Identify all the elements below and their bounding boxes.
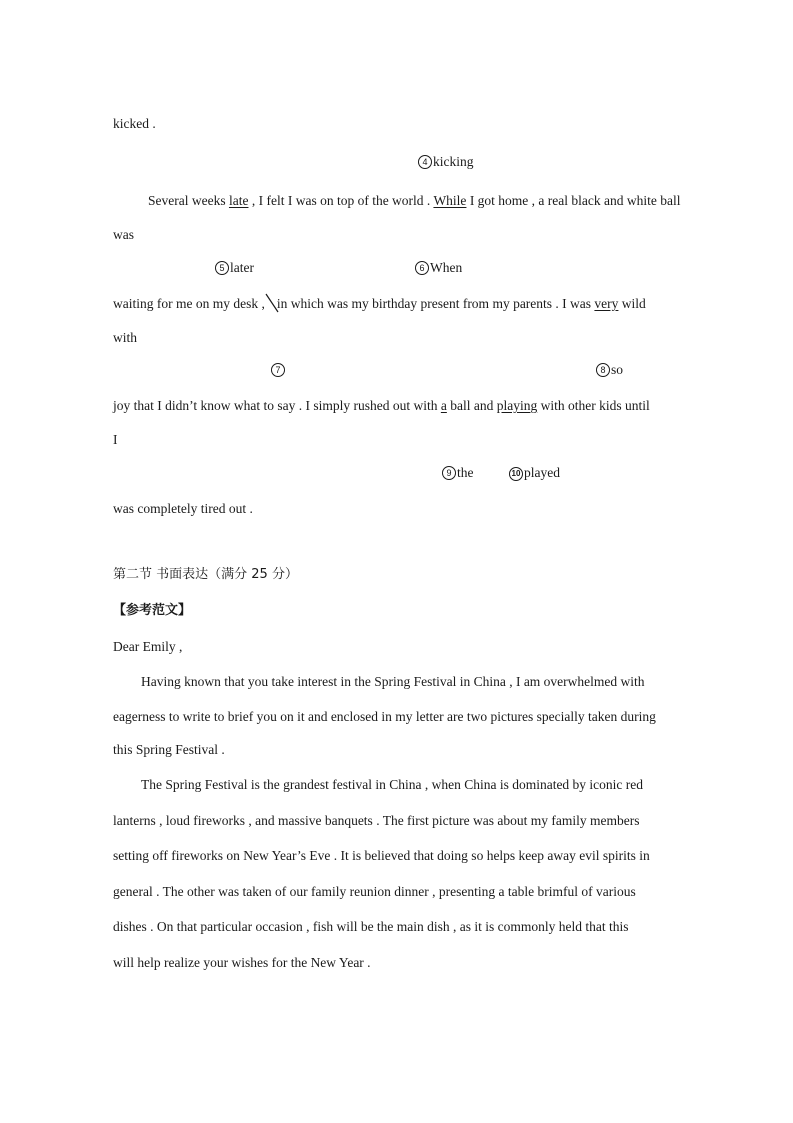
underlined-very: very <box>594 296 619 311</box>
letter-paragraph-2-line-2: lanterns , loud fireworks , and massive banquets . The first picture was about my family members <box>113 813 640 828</box>
correction-paragraph-3-line-1: waiting for me on my desk , in which was my birthday present from my parents . I was very wild <box>113 296 646 311</box>
underlined-late: late <box>228 193 249 208</box>
letter-paragraph-2-line-6: will help realize your wishes for the New Year . <box>113 955 371 970</box>
correction-7 <box>271 362 286 378</box>
letter-paragraph-2-line-1: The Spring Festival is the grandest festival in China , when China is dominated by iconic red <box>141 777 644 792</box>
number-circle-8: 8 <box>596 363 610 377</box>
correction-word-was: was <box>113 227 134 242</box>
number-circle-7: 7 <box>271 363 285 377</box>
underlined-playing: playing <box>496 398 538 413</box>
section-title: 第二节 书面表达（满分 25 分） <box>113 567 298 582</box>
correction-6 <box>415 260 462 276</box>
correction-word-with: with <box>113 330 138 345</box>
reference-essay-label: 【参考范文】 <box>113 603 192 618</box>
correction-last-line: was completely tired out . <box>113 501 253 516</box>
number-circle-4: 4 <box>418 155 432 169</box>
letter-paragraph-1-line-2: eagerness to write to brief you on it and enclosed in my letter are two pictures specially taken during <box>113 709 656 724</box>
letter-paragraph-1-line-3: this Spring Festival . <box>113 742 225 757</box>
correction-5-word: later <box>230 260 254 275</box>
correction-6-word: When <box>430 260 463 275</box>
correction-8 <box>596 362 623 378</box>
number-circle-6: 6 <box>415 261 429 275</box>
correction-4-word: kicking <box>433 154 474 169</box>
number-circle-9: 9 <box>442 466 456 480</box>
correction-8-word: so <box>611 362 624 377</box>
correction-9-word: the <box>457 465 474 480</box>
letter-paragraph-2-line-4: general . The other was taken of our family reunion dinner , presenting a table brimful of various <box>113 884 636 899</box>
underlined-a: a <box>440 398 447 413</box>
correction-word-i: I <box>113 432 118 447</box>
correction-paragraph-2-line-1: Several weeks late , I felt I was on top of the world . While I got home , a real black and white ball <box>148 193 681 208</box>
correction-10 <box>509 465 560 481</box>
letter-paragraph-1-line-1: Having known that you take interest in the Spring Festival in China , I am overwhelmed with <box>141 674 645 689</box>
correction-9 <box>442 465 474 481</box>
correction-10-word: played <box>524 465 560 480</box>
letter-salutation: Dear Emily , <box>113 639 183 654</box>
correction-5 <box>215 260 254 276</box>
letter-paragraph-2-line-5: dishes . On that particular occasion , fish will be the main dish , as it is commonly held that this <box>113 919 629 934</box>
correction-line-kicked: kicked . <box>113 116 156 131</box>
letter-paragraph-2-line-3: setting off fireworks on New Year’s Eve . It is believed that doing so helps keep away evil spirits in <box>113 848 650 863</box>
number-circle-10: 10 <box>509 467 523 481</box>
underlined-while: While <box>433 193 467 208</box>
deletion-mark-icon <box>265 295 277 311</box>
number-circle-5: 5 <box>215 261 229 275</box>
correction-4 <box>418 154 474 170</box>
correction-paragraph-4-line-1: joy that I didn’t know what to say . I simply rushed out with a ball and playing with other kids until <box>113 398 650 413</box>
